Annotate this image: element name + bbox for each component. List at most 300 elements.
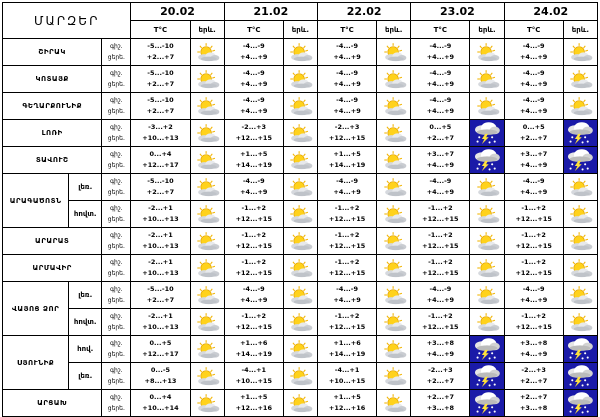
night-temperature: -1...+2 xyxy=(334,204,360,212)
weather-cell xyxy=(563,39,597,66)
partly-cloudy-icon xyxy=(472,96,502,116)
partly-cloudy-icon xyxy=(379,231,409,251)
night-temperature: -2...+3 xyxy=(334,123,360,131)
time-of-day-labels xyxy=(102,201,131,228)
day-temperature: +12...+16 xyxy=(328,404,366,412)
time-of-day-labels xyxy=(102,120,131,147)
temperature-cell xyxy=(224,201,283,228)
partly-cloudy-icon xyxy=(285,312,315,332)
day-temperature: +12...+17 xyxy=(142,350,179,358)
partly-cloudy-icon xyxy=(565,231,595,251)
night-temperature: -5...-10 xyxy=(147,96,174,104)
day-temperature: +12...+15 xyxy=(235,242,272,250)
partly-cloudy-icon xyxy=(192,204,222,224)
date-header: 21.02 xyxy=(224,3,317,21)
temperature-cell xyxy=(131,93,190,120)
time-of-day-labels xyxy=(102,228,131,255)
weather-cell xyxy=(190,120,224,147)
day-temperature: +12...+15 xyxy=(515,215,552,223)
date-header: 24.02 xyxy=(504,3,597,21)
temperature-cell xyxy=(317,309,376,336)
night-temperature: -1...+2 xyxy=(334,258,360,266)
region-name: ԱՐՄԱՎԻՐ xyxy=(3,255,102,282)
weather-cell xyxy=(283,174,317,201)
day-temperature: +10...+13 xyxy=(142,269,179,277)
weather-cell xyxy=(563,66,597,93)
partly-cloudy-icon xyxy=(472,42,502,62)
weather-cell xyxy=(283,39,317,66)
temperature-cell xyxy=(224,255,283,282)
partly-cloudy-icon xyxy=(192,312,222,332)
temperature-cell xyxy=(224,282,283,309)
night-temperature: -5...-10 xyxy=(147,177,174,185)
day-temperature: +4...+9 xyxy=(240,188,268,196)
night-temperature: -2...+1 xyxy=(148,204,173,212)
night-temperature: -4...-9 xyxy=(522,42,545,50)
night-temperature: -4...-9 xyxy=(242,69,265,77)
partly-cloudy-icon xyxy=(285,150,315,170)
weather-cell xyxy=(563,228,597,255)
weather-cell xyxy=(470,201,504,228)
day-temperature: +2...+7 xyxy=(426,377,455,385)
weather-header: երև. xyxy=(377,21,411,39)
partly-cloudy-icon xyxy=(285,285,315,305)
weather-cell xyxy=(190,363,224,390)
day-temperature: +4...+9 xyxy=(333,296,361,304)
partly-cloudy-icon xyxy=(285,42,315,62)
weather-cell xyxy=(377,201,411,228)
storm-snow-icon xyxy=(472,391,502,415)
night-temperature: -1...+2 xyxy=(428,312,453,320)
day-temperature: +14...+19 xyxy=(328,161,366,169)
weather-cell xyxy=(190,390,224,417)
temperature-cell xyxy=(317,39,376,66)
partly-cloudy-icon xyxy=(379,96,409,116)
temperature-cell xyxy=(317,120,376,147)
temperature-cell xyxy=(504,93,563,120)
temperature-cell xyxy=(504,201,563,228)
weather-cell xyxy=(283,363,317,390)
partly-cloudy-icon xyxy=(379,366,409,386)
storm-snow-icon xyxy=(565,337,595,361)
night-temperature: +3...+8 xyxy=(426,339,455,347)
day-temperature: +12...+15 xyxy=(515,269,552,277)
partly-cloudy-icon xyxy=(192,123,222,143)
night-temperature: -4...-9 xyxy=(242,96,265,104)
partly-cloudy-icon xyxy=(565,42,595,62)
partly-cloudy-icon xyxy=(285,258,315,278)
weather-cell xyxy=(377,39,411,66)
temperature-cell xyxy=(131,120,190,147)
weather-cell xyxy=(470,363,504,390)
table-row xyxy=(3,336,598,363)
day-temperature: +4...+9 xyxy=(519,161,548,169)
partly-cloudy-icon xyxy=(192,366,222,386)
temperature-cell xyxy=(411,39,470,66)
day-temperature: +2...+7 xyxy=(146,80,175,88)
subregion-name: լեռ. xyxy=(69,174,102,201)
day-temperature: +10...+13 xyxy=(142,134,179,142)
partly-cloudy-icon xyxy=(565,258,595,278)
time-of-day-labels xyxy=(102,93,131,120)
temperature-header: T°C xyxy=(411,21,470,39)
night-temperature: -3...+2 xyxy=(148,123,173,131)
temperature-cell xyxy=(411,201,470,228)
temperature-cell xyxy=(504,255,563,282)
temperature-cell xyxy=(224,147,283,174)
partly-cloudy-icon xyxy=(472,231,502,251)
table-row xyxy=(3,174,598,201)
day-temperature: +12...+15 xyxy=(515,323,552,331)
storm-snow-icon xyxy=(565,391,595,415)
partly-cloudy-icon xyxy=(565,312,595,332)
night-temperature: -1...+2 xyxy=(241,258,267,266)
region-name: ԼՈՌԻ xyxy=(3,120,102,147)
temperature-cell xyxy=(411,390,470,417)
day-temperature: +2...+7 xyxy=(146,296,175,304)
temperature-cell xyxy=(411,255,470,282)
night-temperature: -4...+1 xyxy=(241,366,267,374)
day-temperature: +14...+19 xyxy=(328,350,366,358)
temperature-cell xyxy=(131,390,190,417)
partly-cloudy-icon xyxy=(472,312,502,332)
weather-cell xyxy=(470,336,504,363)
weather-cell xyxy=(190,66,224,93)
partly-cloudy-icon xyxy=(285,339,315,359)
partly-cloudy-icon xyxy=(192,339,222,359)
night-temperature: -2...+1 xyxy=(148,312,173,320)
temperature-cell xyxy=(131,255,190,282)
day-temperature: +12...+15 xyxy=(422,242,459,250)
partly-cloudy-icon xyxy=(565,96,595,116)
day-label: ցերե. xyxy=(107,378,125,385)
table-row xyxy=(3,363,598,390)
night-temperature: -4...-9 xyxy=(242,177,265,185)
partly-cloudy-icon xyxy=(285,366,315,386)
day-label: ցերե. xyxy=(107,162,125,169)
night-label: գիշ. xyxy=(110,70,123,77)
temperature-cell xyxy=(317,93,376,120)
temperature-cell xyxy=(411,363,470,390)
region-name: ԳԵՂԱՐՔՈՒՆԻՔ xyxy=(3,93,102,120)
day-label: ցերե. xyxy=(107,270,125,277)
partly-cloudy-icon xyxy=(192,42,222,62)
day-temperature: +12...+15 xyxy=(235,269,272,277)
night-temperature: -2...+3 xyxy=(241,123,267,131)
table-row xyxy=(3,228,598,255)
day-temperature: +4...+9 xyxy=(519,350,548,358)
night-label: գիշ. xyxy=(110,178,123,185)
day-temperature: +4...+9 xyxy=(426,80,455,88)
night-temperature: -4...-9 xyxy=(336,96,358,104)
time-of-day-labels xyxy=(102,255,131,282)
temperature-cell xyxy=(411,309,470,336)
day-temperature: +4...+9 xyxy=(240,53,268,61)
day-temperature: +4...+9 xyxy=(519,188,548,196)
temperature-cell xyxy=(504,390,563,417)
weather-cell xyxy=(283,309,317,336)
night-temperature: -5...-10 xyxy=(147,69,174,77)
night-temperature: 0...+5 xyxy=(522,123,545,131)
weather-cell xyxy=(470,93,504,120)
night-temperature: 0...+4 xyxy=(149,393,172,401)
partly-cloudy-icon xyxy=(285,177,315,197)
temperature-cell xyxy=(317,174,376,201)
storm-snow-icon xyxy=(565,121,595,145)
temperature-cell xyxy=(224,66,283,93)
day-temperature: +10...+13 xyxy=(142,215,179,223)
temperature-cell xyxy=(224,174,283,201)
partly-cloudy-icon xyxy=(192,150,222,170)
temperature-cell xyxy=(411,282,470,309)
partly-cloudy-icon xyxy=(472,69,502,89)
day-temperature: +2...+7 xyxy=(146,53,175,61)
time-of-day-labels xyxy=(102,66,131,93)
weather-cell xyxy=(563,201,597,228)
time-of-day-labels xyxy=(102,147,131,174)
weather-cell xyxy=(283,93,317,120)
temperature-header: T°C xyxy=(131,21,190,39)
temperature-cell xyxy=(317,282,376,309)
day-temperature: +12...+15 xyxy=(235,323,272,331)
weather-cell xyxy=(563,309,597,336)
night-label: գիշ. xyxy=(110,394,123,401)
partly-cloudy-icon xyxy=(379,393,409,413)
day-temperature: +12...+15 xyxy=(328,269,366,277)
night-temperature: -4...-9 xyxy=(429,177,452,185)
weather-cell xyxy=(470,282,504,309)
night-temperature: -1...+2 xyxy=(521,231,546,239)
night-temperature: +1...+5 xyxy=(240,150,268,158)
night-temperature: -4...+1 xyxy=(334,366,360,374)
day-temperature: +4...+9 xyxy=(519,80,548,88)
weather-cell xyxy=(377,66,411,93)
region-name: ՏԱՎՈՒՇ xyxy=(3,147,102,174)
region-name: ՍՅՈՒՆԻՔ xyxy=(3,336,69,390)
storm-snow-icon xyxy=(472,148,502,172)
weather-cell xyxy=(190,309,224,336)
night-temperature: -1...+2 xyxy=(241,312,267,320)
day-temperature: +12...+15 xyxy=(422,323,459,331)
day-temperature: +4...+9 xyxy=(240,107,268,115)
partly-cloudy-icon xyxy=(192,231,222,251)
day-temperature: +10...+14 xyxy=(142,404,179,412)
night-temperature: -4...-9 xyxy=(429,69,452,77)
temperature-cell xyxy=(131,228,190,255)
weather-cell xyxy=(470,228,504,255)
date-header: 22.02 xyxy=(317,3,410,21)
temperature-cell xyxy=(224,228,283,255)
time-of-day-labels xyxy=(102,336,131,363)
partly-cloudy-icon xyxy=(379,150,409,170)
day-temperature: +4...+9 xyxy=(426,296,455,304)
day-temperature: +2...+7 xyxy=(146,107,175,115)
date-header: 20.02 xyxy=(131,3,224,21)
day-temperature: +4...+9 xyxy=(333,107,361,115)
time-of-day-labels xyxy=(102,174,131,201)
table-row xyxy=(3,282,598,309)
day-temperature: +3...+8 xyxy=(426,404,455,412)
weather-cell xyxy=(563,93,597,120)
time-of-day-labels xyxy=(102,282,131,309)
day-temperature: +4...+9 xyxy=(519,296,548,304)
day-temperature: +12...+15 xyxy=(422,215,459,223)
forecast-table xyxy=(2,2,598,417)
day-temperature: +3...+8 xyxy=(519,404,548,412)
day-temperature: +12...+15 xyxy=(328,242,366,250)
region-name: ԱՐԱԳԱԾՈՏՆ xyxy=(3,174,69,228)
night-temperature: -4...-9 xyxy=(429,285,452,293)
temperature-cell xyxy=(317,228,376,255)
region-name: ՇԻՐԱԿ xyxy=(3,39,102,66)
night-temperature: -5...-10 xyxy=(147,42,174,50)
night-temperature: 0...-5 xyxy=(150,366,171,374)
weather-cell xyxy=(377,390,411,417)
night-label: գիշ. xyxy=(110,340,123,347)
day-temperature: +10...+13 xyxy=(142,242,179,250)
table-row xyxy=(3,66,598,93)
night-label: գիշ. xyxy=(110,367,123,374)
temperature-cell xyxy=(504,282,563,309)
night-temperature: +3...+7 xyxy=(519,150,548,158)
subregion-name: հովտ. xyxy=(69,309,102,336)
temperature-cell xyxy=(504,309,563,336)
temperature-cell xyxy=(504,147,563,174)
temperature-cell xyxy=(411,120,470,147)
weather-header: երև. xyxy=(563,21,597,39)
weather-cell xyxy=(377,93,411,120)
partly-cloudy-icon xyxy=(192,69,222,89)
temperature-cell xyxy=(317,336,376,363)
weather-cell xyxy=(377,255,411,282)
region-name: ԿՈՏԱՅՔ xyxy=(3,66,102,93)
day-label: ցերե. xyxy=(107,405,125,412)
day-temperature: +2...+7 xyxy=(519,377,548,385)
day-label: ցերե. xyxy=(107,243,125,250)
day-temperature: +4...+9 xyxy=(333,80,361,88)
partly-cloudy-icon xyxy=(379,258,409,278)
night-temperature: -4...-9 xyxy=(336,42,358,50)
partly-cloudy-icon xyxy=(192,393,222,413)
day-temperature: +4...+9 xyxy=(240,80,268,88)
temperature-header: T°C xyxy=(504,21,563,39)
temperature-cell xyxy=(504,174,563,201)
partly-cloudy-icon xyxy=(379,69,409,89)
day-temperature: +14...+19 xyxy=(235,350,272,358)
day-temperature: +4...+9 xyxy=(426,107,455,115)
partly-cloudy-icon xyxy=(379,204,409,224)
weather-cell xyxy=(190,39,224,66)
night-temperature: -4...-9 xyxy=(336,285,358,293)
weather-cell xyxy=(377,228,411,255)
night-temperature: +1...+5 xyxy=(240,393,268,401)
day-label: ցերե. xyxy=(107,351,125,358)
temperature-cell xyxy=(131,309,190,336)
night-temperature: -1...+2 xyxy=(428,258,453,266)
day-temperature: +2...+7 xyxy=(146,188,175,196)
night-temperature: -1...+2 xyxy=(521,204,546,212)
partly-cloudy-icon xyxy=(379,177,409,197)
temperature-cell xyxy=(224,120,283,147)
day-temperature: +4...+9 xyxy=(519,53,548,61)
storm-snow-icon xyxy=(565,364,595,388)
temperature-cell xyxy=(224,336,283,363)
subregion-name: լեռ. xyxy=(69,363,102,390)
weather-cell xyxy=(377,282,411,309)
night-temperature: -1...+2 xyxy=(521,258,546,266)
night-temperature: -2...+3 xyxy=(521,366,546,374)
region-name: ՎԱՅՈՑ ՁՈՐ xyxy=(3,282,69,336)
partly-cloudy-icon xyxy=(379,285,409,305)
night-temperature: -4...-9 xyxy=(429,42,452,50)
weather-header: երև. xyxy=(283,21,317,39)
day-label: ցերե. xyxy=(107,108,125,115)
temperature-cell xyxy=(411,174,470,201)
subregion-name: հով. xyxy=(69,336,102,363)
night-temperature: -4...-9 xyxy=(522,177,545,185)
temperature-cell xyxy=(504,363,563,390)
weather-cell xyxy=(283,147,317,174)
temperature-cell xyxy=(504,228,563,255)
day-temperature: +10...+15 xyxy=(235,377,272,385)
temperature-cell xyxy=(317,390,376,417)
storm-snow-icon xyxy=(472,337,502,361)
temperature-cell xyxy=(131,282,190,309)
table-row xyxy=(3,201,598,228)
weather-cell xyxy=(563,336,597,363)
temperature-cell xyxy=(317,363,376,390)
weather-cell xyxy=(190,282,224,309)
weather-cell xyxy=(470,309,504,336)
weather-cell xyxy=(377,336,411,363)
night-label: գիշ. xyxy=(110,97,123,104)
weather-cell xyxy=(470,147,504,174)
day-temperature: +14...+19 xyxy=(235,161,272,169)
partly-cloudy-icon xyxy=(472,285,502,305)
night-temperature: 0...+4 xyxy=(149,150,172,158)
night-temperature: 0...+5 xyxy=(429,123,452,131)
time-of-day-labels xyxy=(102,309,131,336)
partly-cloudy-icon xyxy=(472,177,502,197)
partly-cloudy-icon xyxy=(565,285,595,305)
partly-cloudy-icon xyxy=(565,177,595,197)
night-label: գիշ. xyxy=(110,313,123,320)
weather-cell xyxy=(283,228,317,255)
partly-cloudy-icon xyxy=(379,123,409,143)
partly-cloudy-icon xyxy=(472,204,502,224)
weather-cell xyxy=(283,390,317,417)
weather-cell xyxy=(470,390,504,417)
table-row xyxy=(3,147,598,174)
table-row xyxy=(3,309,598,336)
temperature-cell xyxy=(131,66,190,93)
day-temperature: +8...+13 xyxy=(144,377,177,385)
night-temperature: +2...+7 xyxy=(519,393,548,401)
weather-cell xyxy=(470,174,504,201)
night-label: գիշ. xyxy=(110,151,123,158)
temperature-cell xyxy=(131,39,190,66)
temperature-header: T°C xyxy=(317,21,376,39)
night-temperature: -4...-9 xyxy=(336,69,358,77)
region-name: ԱՐՑԱԽ xyxy=(3,390,102,417)
night-temperature: -2...+3 xyxy=(428,366,453,374)
day-temperature: +4...+9 xyxy=(240,296,268,304)
date-header: 23.02 xyxy=(411,3,504,21)
night-temperature: -1...+2 xyxy=(334,231,360,239)
night-temperature: +1...+6 xyxy=(240,339,268,347)
day-temperature: +12...+15 xyxy=(422,269,459,277)
temperature-cell xyxy=(131,336,190,363)
